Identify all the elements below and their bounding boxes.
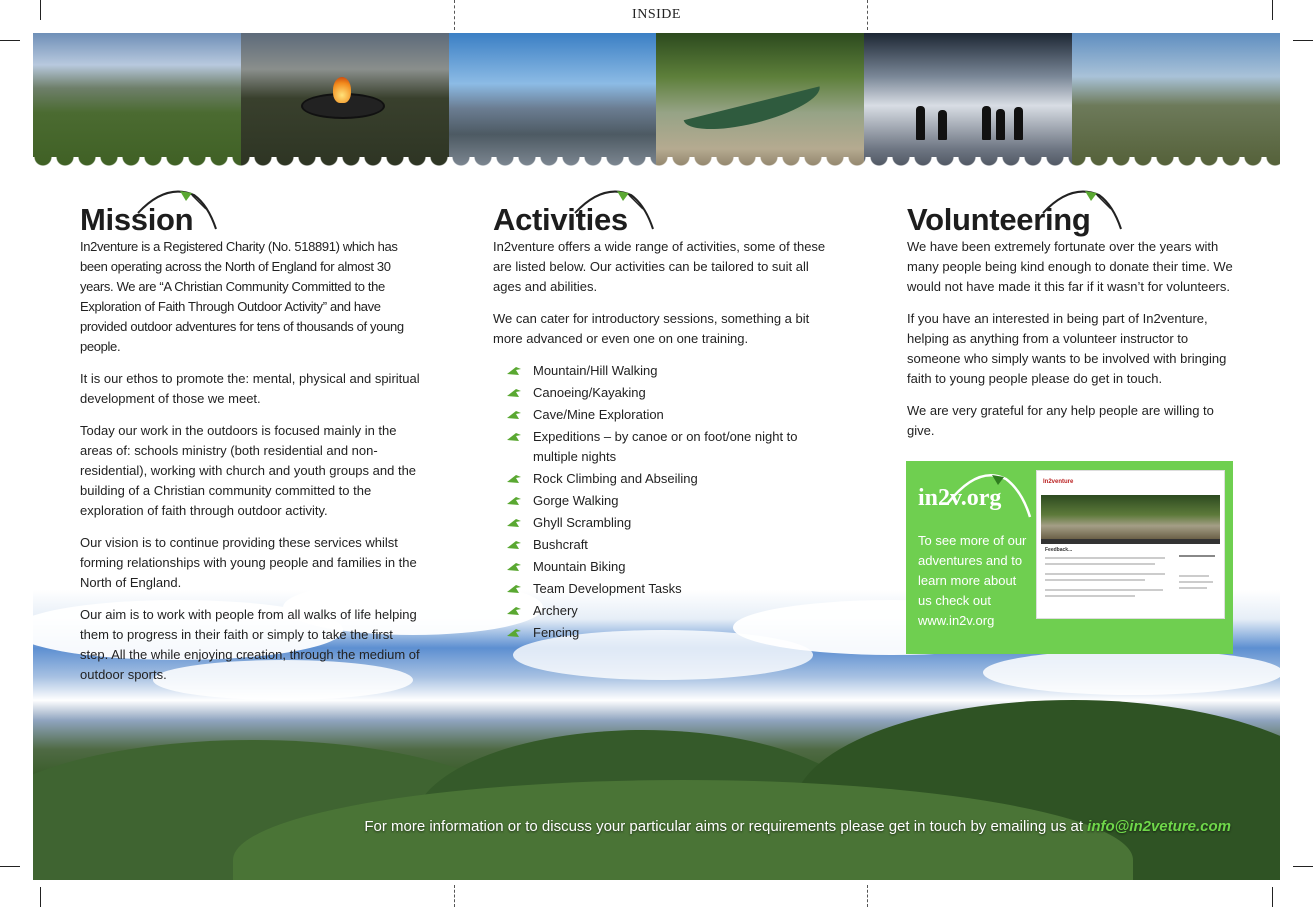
activity-label: Mountain/Hill Walking — [533, 363, 658, 378]
text-line — [1179, 555, 1215, 557]
text-line — [1179, 581, 1213, 583]
activity-item — [507, 427, 833, 467]
screenshot-nav — [1041, 539, 1220, 544]
mission-column — [80, 185, 420, 697]
walker — [996, 109, 1005, 140]
activity-label: Ghyll Scrambling — [533, 515, 632, 530]
text-line — [1045, 563, 1155, 565]
activity-label: Bushcraft — [533, 537, 588, 552]
activity-label: Expeditions – by canoe or on foot/one night to multiple nights — [533, 429, 798, 464]
walker — [916, 106, 925, 140]
torn-edge — [33, 157, 1280, 179]
activity-item — [507, 623, 833, 643]
activity-label: Team Development Tasks — [533, 581, 682, 596]
mission-paragraph: Our aim is to work with people from all walks of life helping them to progress in their faith or simply to take the first step. All the while enjoying creation, through the medium of outdoor sports. — [80, 607, 420, 682]
activity-label: Mountain Biking — [533, 559, 626, 574]
arrow-bullet-icon — [507, 496, 521, 506]
crop-mark — [1272, 887, 1273, 907]
activity-label: Cave/Mine Exploration — [533, 407, 664, 422]
activity-label: Archery — [533, 603, 578, 618]
website-promo-box[interactable] — [906, 461, 1233, 654]
contact-footer — [0, 818, 1231, 835]
arrow-bullet-icon — [507, 410, 521, 420]
mountain-logo-icon — [573, 185, 655, 231]
activity-item — [507, 361, 833, 381]
activity-item — [507, 383, 833, 403]
arrow-bullet-icon — [507, 584, 521, 594]
volunteering-paragraph: We have been extremely fortunate over the years with many people being kind enough to donate their time. We would not have made it this far if it wasn’t for volunteers. — [907, 239, 1233, 294]
fold-line — [867, 885, 868, 907]
text-line — [1045, 573, 1165, 575]
arrow-bullet-icon — [507, 540, 521, 550]
arrow-bullet-icon — [507, 366, 521, 376]
crop-mark — [0, 866, 20, 867]
activity-item — [507, 535, 833, 555]
mountain-logo-icon — [1041, 185, 1123, 231]
mission-paragraph: In2venture is a Registered Charity (No. 518891) which has been operating across the North of England for almost 30 years. We are “A Christian Community Committed to the Exploration of Faith Through Outdoor Activity” and have provided outdoor adventures for tens of thousands of young people. — [80, 239, 404, 354]
activities-column — [493, 185, 833, 645]
footer-text: For more information or to discuss your particular aims or requirements please get in touch by emailing us at — [364, 818, 1083, 835]
arrow-bullet-icon — [507, 518, 521, 528]
activity-label: Canoeing/Kayaking — [533, 385, 646, 400]
activity-item — [507, 513, 833, 533]
mission-paragraph: Our vision is to continue providing these services whilst forming relationships with young people and families in the North of England. — [80, 535, 417, 590]
crop-mark — [1293, 40, 1313, 41]
flame — [333, 77, 351, 103]
volunteering-paragraph: We are very grateful for any help people are willing to give. — [907, 403, 1214, 438]
walker — [938, 110, 947, 140]
activities-paragraph: We can cater for introductory sessions, something a bit more advanced or even one on one training. — [493, 311, 810, 346]
cloud — [983, 650, 1280, 695]
screenshot-banner — [1041, 495, 1220, 539]
arrow-bullet-icon — [507, 474, 521, 484]
mission-heading: Mission — [80, 185, 420, 237]
walker — [982, 106, 991, 140]
arrow-bullet-icon — [507, 562, 521, 572]
activity-item — [507, 557, 833, 577]
arrow-bullet-icon — [507, 388, 521, 398]
canoe — [684, 86, 825, 139]
crop-mark — [1293, 866, 1313, 867]
activity-item — [507, 579, 833, 599]
screenshot-title: In2venture — [1043, 479, 1074, 485]
activities-list — [493, 361, 833, 643]
text-line — [1045, 595, 1135, 597]
activities-heading: Activities — [493, 185, 833, 237]
photo-strip — [33, 33, 1280, 178]
arrow-bullet-icon — [507, 432, 521, 442]
activity-item — [507, 469, 833, 489]
fold-line — [454, 885, 455, 907]
website-promo-text: To see more of our adventures and to learn more about us check out www.in2v.org — [918, 533, 1027, 628]
crop-mark — [0, 40, 20, 41]
website-screenshot — [1036, 470, 1225, 619]
activities-paragraph: In2venture offers a wide range of activities, some of these are listed below. Our activities can be tailored to suit all ages and abilities. — [493, 239, 826, 294]
website-logo[interactable]: in2v.org — [918, 485, 1002, 511]
volunteering-heading: Volunteering — [907, 185, 1237, 237]
text-line — [1179, 587, 1207, 589]
text-line — [1045, 589, 1163, 591]
mission-paragraph: It is our ethos to promote the: mental, physical and spiritual development of those we meet. — [80, 371, 420, 406]
activity-label: Fencing — [533, 625, 580, 640]
page-label: INSIDE — [632, 7, 681, 22]
volunteering-paragraph: If you have an interested in being part of In2venture, helping as anything from a volunteer instructor to someone who simply wants to be involved with bringing faith to young people please do get in touch. — [907, 311, 1227, 386]
text-line — [1045, 557, 1165, 559]
volunteering-column — [907, 185, 1237, 453]
screenshot-subtitle: Feedback... — [1045, 547, 1073, 553]
text-line — [1179, 575, 1209, 577]
activity-item — [507, 491, 833, 511]
activity-label: Gorge Walking — [533, 493, 619, 508]
text-line — [1045, 579, 1145, 581]
arrow-bullet-icon — [507, 628, 521, 638]
crop-mark — [40, 887, 41, 907]
walker — [1014, 107, 1023, 140]
activity-item — [507, 601, 833, 621]
activity-label: Rock Climbing and Abseiling — [533, 471, 698, 486]
mission-paragraph: Today our work in the outdoors is focused mainly in the areas of: schools ministry (both residential and non-residential), working with church and youth groups and the building of a Christian community committed to the exploration of faith through outdoor activity. — [80, 423, 417, 518]
activity-item — [507, 405, 833, 425]
contact-email-link[interactable]: info@in2veture.com — [1087, 818, 1231, 835]
arrow-bullet-icon — [507, 606, 521, 616]
mountain-logo-icon — [136, 185, 218, 231]
